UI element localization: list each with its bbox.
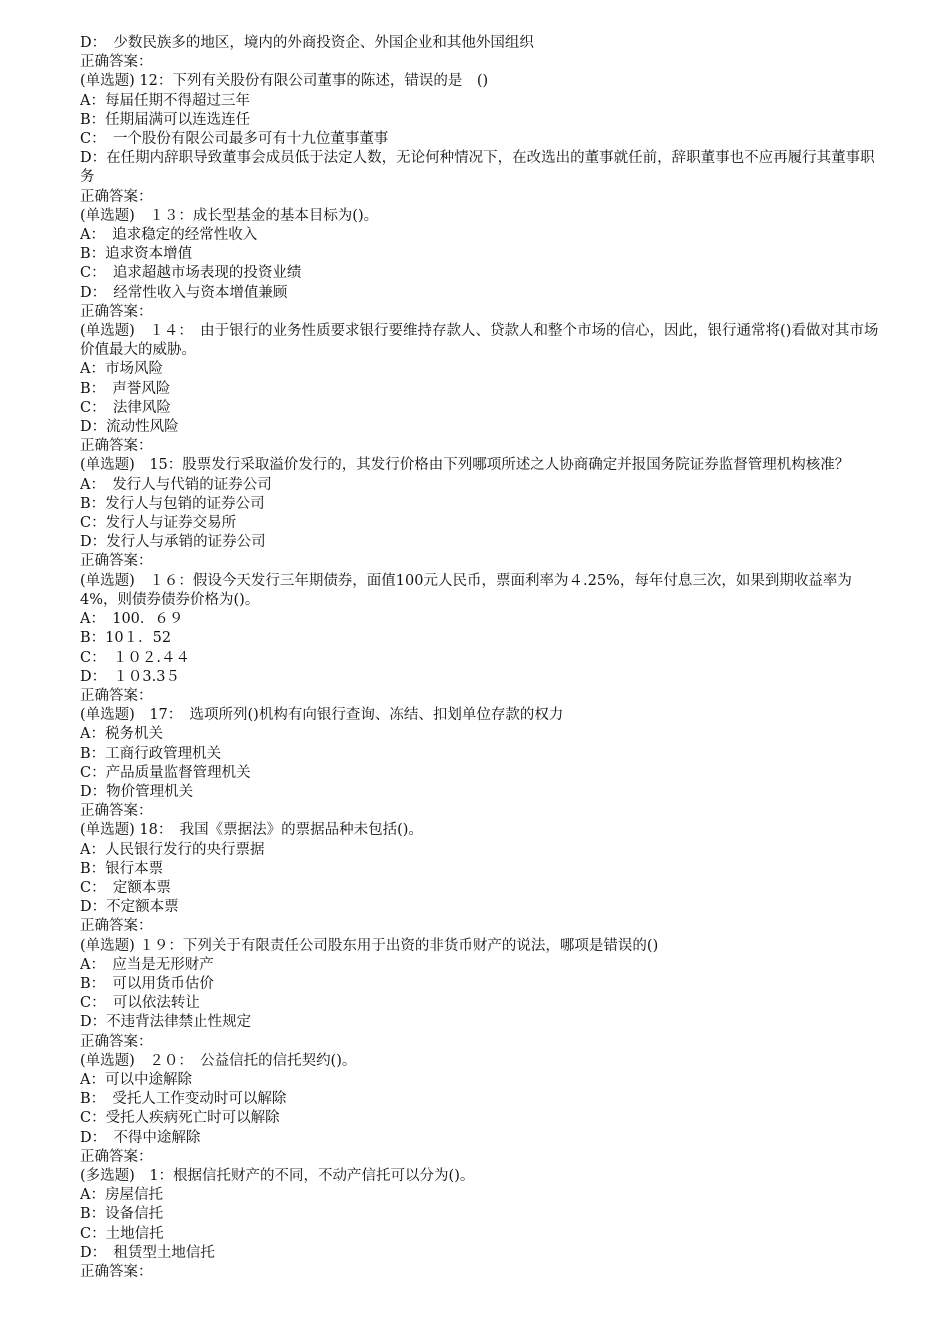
option-a: A：房屋信托 [80,1187,163,1204]
option-a: A： 应当是无形财产 [80,956,214,973]
document-body [80,34,880,1282]
option-a: A：人民银行发行的央行票据 [80,841,265,858]
option-c: C：产品质量监督管理机关 [80,764,251,781]
answer-label: 正确答案： [80,918,153,935]
option-a: A：每届任期不得超过三年 [80,92,250,109]
option-b: B：追求资本增值 [80,246,193,263]
question-14: (单选题) １４： 由于银行的业务性质要求银行要维持存款人、贷款人和整个市场的信心，因此，银行通常将()看做对其市场价值最大的威胁。 [80,323,879,359]
option-d: D：不违背法律禁止性规定 [80,1014,252,1031]
question-17: (单选题) 17： 选项所列()机构有向银行查询、冻结、扣划单位存款的权力 [80,707,564,724]
option-d: D： 租赁型土地信托 [80,1244,215,1261]
answer-label: 正确答案： [80,1033,153,1050]
option-c: C： 可以依法转让 [80,995,200,1012]
question-12: (单选题) 12：下列有关股份有限公司董事的陈述，错误的是 () [80,73,489,90]
option-a: A：可以中途解除 [80,1071,192,1088]
answer-label: 正确答案： [80,1148,153,1165]
option-b: B：10１．52 [80,630,172,647]
option-d: D：不定额本票 [80,899,179,916]
option-c: C：受托人疾病死亡时可以解除 [80,1110,280,1127]
text-line: D： 少数民族多的地区，境内的外商投资企、外国企业和其他外国组织 [80,35,534,51]
option-a: A： 100．６９ [80,611,184,628]
option-b: B：工商行政管理机关 [80,745,222,762]
question-19: (单选题) １９：下列关于有限责任公司股东用于出资的非货币财产的说法，哪项是错误的() [80,937,659,954]
question-18: (单选题) 18： 我国《票据法》的票据品种未包括()。 [80,822,423,839]
multi-question-1: (多选题) 1：根据信托财产的不同，不动产信托可以分为()。 [80,1167,475,1184]
option-d: D：物价管理机关 [80,783,194,800]
question-15: (单选题) 15：股票发行采取溢价发行的，其发行价格由下列哪项所述之人协商确定并报国务院证券监督管理机构核准？ [80,457,850,474]
option-b: B：设备信托 [80,1206,164,1223]
option-d: D： 经常性收入与资本增值兼顾 [80,284,288,301]
option-b: B：任期届满可以连选连任 [80,111,251,128]
answer-label: 正确答案： [80,687,153,704]
option-c: C： 法律风险 [80,399,171,416]
question-13: (单选题) １３：成长型基金的基本目标为()。 [80,207,379,224]
question-20: (单选题) ２０： 公益信托的信托契约()。 [80,1052,357,1069]
option-b: B： 可以用货币估价 [80,975,214,992]
answer-label: 正确答案： [80,553,153,570]
option-d: D： 不得中途解除 [80,1129,201,1146]
answer-label: 正确答案： [80,1264,153,1280]
option-b: B： 受托人工作变动时可以解除 [80,1091,287,1108]
option-a: A：税务机关 [80,726,163,743]
answer-label: 正确答案： [80,438,153,455]
answer-label: 正确答案： [80,803,153,820]
option-a: A：市场风险 [80,361,163,378]
option-c: C： 一个股份有限公司最多可有十九位董事董事 [80,131,389,148]
option-c: C： １０２.４４ [80,649,190,666]
option-c: C： 追求超越市场表现的投资业绩 [80,265,302,282]
option-d: D：发行人与承销的证券公司 [80,534,266,551]
option-b: B：银行本票 [80,860,164,877]
answer-label: 正确答案： [80,188,153,205]
option-c: C： 定额本票 [80,879,171,896]
option-d: D：流动性风险 [80,419,179,436]
option-a: A： 追求稳定的经常性收入 [80,227,258,244]
option-b: B： 声誉风险 [80,380,171,397]
option-c: C：发行人与证券交易所 [80,515,237,532]
option-b: B：发行人与包销的证券公司 [80,495,265,512]
answer-label: 正确答案： [80,303,153,320]
option-c: C：土地信托 [80,1225,164,1242]
option-d: D： １０3.3５ [80,668,180,685]
option-d: D：在任期内辞职导致董事会成员低于法定人数，无论何种情况下，在改选出的董事就任前，辞职董事也不应再履行其董事职务 [80,150,875,186]
question-16: (单选题) １６：假设今天发行三年期债券，面值100元人民币，票面利率为４.25%，每年付息三次，如果到期收益率为4%，则债券债券价格为()。 [80,572,852,608]
answer-label: 正确答案： [80,54,153,71]
option-a: A： 发行人与代销的证券公司 [80,476,272,493]
